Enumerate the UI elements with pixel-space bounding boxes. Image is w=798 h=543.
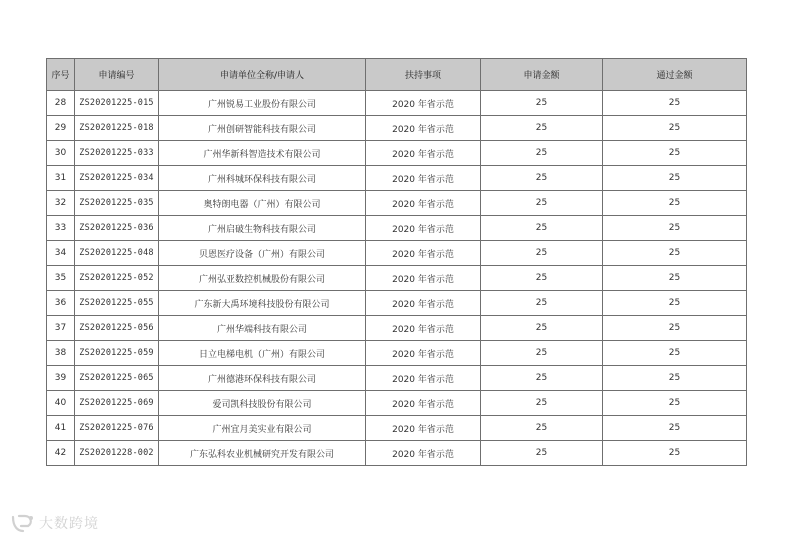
- table-row: [47, 391, 747, 416]
- cell-approved: 25: [603, 216, 747, 241]
- cell-applicant: 广州弘亚数控机械股份有限公司: [159, 266, 366, 291]
- cell-approved: 25: [603, 441, 747, 466]
- cell-amount: 25: [481, 91, 603, 116]
- cell-no: 37: [47, 316, 75, 341]
- table-row: [47, 266, 747, 291]
- cell-no: 33: [47, 216, 75, 241]
- table-row: [47, 341, 747, 366]
- cell-item: 2020 年省示范: [366, 166, 481, 191]
- cell-applicant: 奥特朗电器（广州）有限公司: [159, 191, 366, 216]
- cell-item: 2020 年省示范: [366, 391, 481, 416]
- cell-no: 32: [47, 191, 75, 216]
- cell-no: 30: [47, 141, 75, 166]
- cell-amount: 25: [481, 116, 603, 141]
- brand-logo-icon: [10, 513, 36, 533]
- cell-applicant: 广州科城环保科技有限公司: [159, 166, 366, 191]
- cell-applicant: 广州华新科智造技术有限公司: [159, 141, 366, 166]
- table-row: [47, 416, 747, 441]
- cell-no: 36: [47, 291, 75, 316]
- cell-item: 2020 年省示范: [366, 366, 481, 391]
- cell-app-id: ZS20201225-065: [75, 366, 159, 391]
- table-row: [47, 91, 747, 116]
- cell-app-id: ZS20201225-018: [75, 116, 159, 141]
- header-amount: 申请金额: [481, 59, 603, 91]
- cell-app-id: ZS20201225-069: [75, 391, 159, 416]
- cell-item: 2020 年省示范: [366, 191, 481, 216]
- cell-applicant: 广州创研智能科技有限公司: [159, 116, 366, 141]
- cell-amount: 25: [481, 366, 603, 391]
- cell-no: 41: [47, 416, 75, 441]
- header-applicant: 申请单位全称/申请人: [159, 59, 366, 91]
- cell-item: 2020 年省示范: [366, 116, 481, 141]
- watermark: [10, 512, 99, 534]
- cell-app-id: ZS20201225-076: [75, 416, 159, 441]
- cell-approved: 25: [603, 366, 747, 391]
- header-approved: 通过金额: [603, 59, 747, 91]
- cell-applicant: 广州德港环保科技有限公司: [159, 366, 366, 391]
- cell-approved: 25: [603, 316, 747, 341]
- cell-amount: 25: [481, 391, 603, 416]
- cell-amount: 25: [481, 241, 603, 266]
- header-no: 序号: [47, 59, 75, 91]
- cell-amount: 25: [481, 316, 603, 341]
- table-row: [47, 216, 747, 241]
- table-row: [47, 116, 747, 141]
- cell-item: 2020 年省示范: [366, 216, 481, 241]
- cell-approved: 25: [603, 391, 747, 416]
- table-row: [47, 441, 747, 466]
- cell-amount: 25: [481, 291, 603, 316]
- cell-applicant: 广东新大禹环境科技股份有限公司: [159, 291, 366, 316]
- watermark-text: 大数跨境: [39, 516, 99, 532]
- cell-no: 29: [47, 116, 75, 141]
- table-header: [47, 59, 747, 91]
- table-row: [47, 166, 747, 191]
- cell-approved: 25: [603, 241, 747, 266]
- cell-no: 35: [47, 266, 75, 291]
- cell-item: 2020 年省示范: [366, 341, 481, 366]
- cell-amount: 25: [481, 266, 603, 291]
- cell-app-id: ZS20201225-059: [75, 341, 159, 366]
- cell-no: 40: [47, 391, 75, 416]
- table-row: [47, 141, 747, 166]
- cell-applicant: 贝恩医疗设备（广州）有限公司: [159, 241, 366, 266]
- cell-approved: 25: [603, 416, 747, 441]
- cell-applicant: 爱司凯科技股份有限公司: [159, 391, 366, 416]
- cell-amount: 25: [481, 141, 603, 166]
- cell-app-id: ZS20201228-002: [75, 441, 159, 466]
- cell-no: 38: [47, 341, 75, 366]
- cell-app-id: ZS20201225-052: [75, 266, 159, 291]
- cell-item: 2020 年省示范: [366, 316, 481, 341]
- cell-approved: 25: [603, 341, 747, 366]
- cell-item: 2020 年省示范: [366, 291, 481, 316]
- cell-applicant: 日立电梯电机（广州）有限公司: [159, 341, 366, 366]
- cell-app-id: ZS20201225-035: [75, 191, 159, 216]
- cell-applicant: 广州锐易工业股份有限公司: [159, 91, 366, 116]
- cell-approved: 25: [603, 166, 747, 191]
- cell-item: 2020 年省示范: [366, 266, 481, 291]
- cell-no: 28: [47, 91, 75, 116]
- cell-amount: 25: [481, 191, 603, 216]
- cell-approved: 25: [603, 266, 747, 291]
- cell-app-id: ZS20201225-033: [75, 141, 159, 166]
- table-row: [47, 241, 747, 266]
- table-row: [47, 291, 747, 316]
- cell-amount: 25: [481, 166, 603, 191]
- cell-amount: 25: [481, 416, 603, 441]
- cell-applicant: 广州宜月美实业有限公司: [159, 416, 366, 441]
- cell-amount: 25: [481, 216, 603, 241]
- cell-approved: 25: [603, 141, 747, 166]
- cell-applicant: 广州华端科技有限公司: [159, 316, 366, 341]
- cell-no: 34: [47, 241, 75, 266]
- table-row: [47, 191, 747, 216]
- cell-applicant: 广州启破生物科技有限公司: [159, 216, 366, 241]
- cell-app-id: ZS20201225-034: [75, 166, 159, 191]
- cell-amount: 25: [481, 441, 603, 466]
- cell-applicant: 广东弘科农业机械研究开发有限公司: [159, 441, 366, 466]
- cell-no: 31: [47, 166, 75, 191]
- cell-approved: 25: [603, 116, 747, 141]
- cell-no: 42: [47, 441, 75, 466]
- cell-item: 2020 年省示范: [366, 416, 481, 441]
- cell-approved: 25: [603, 91, 747, 116]
- header-app-id: 申请编号: [75, 59, 159, 91]
- cell-approved: 25: [603, 291, 747, 316]
- cell-no: 39: [47, 366, 75, 391]
- cell-item: 2020 年省示范: [366, 91, 481, 116]
- table-row: [47, 316, 747, 341]
- cell-app-id: ZS20201225-055: [75, 291, 159, 316]
- header-row: [47, 59, 747, 91]
- grant-table: [46, 58, 747, 466]
- cell-app-id: ZS20201225-056: [75, 316, 159, 341]
- cell-item: 2020 年省示范: [366, 241, 481, 266]
- cell-approved: 25: [603, 191, 747, 216]
- cell-item: 2020 年省示范: [366, 441, 481, 466]
- cell-amount: 25: [481, 341, 603, 366]
- cell-app-id: ZS20201225-048: [75, 241, 159, 266]
- cell-app-id: ZS20201225-036: [75, 216, 159, 241]
- header-item: 扶持事项: [366, 59, 481, 91]
- cell-app-id: ZS20201225-015: [75, 91, 159, 116]
- table-body: [47, 91, 747, 466]
- table-row: [47, 366, 747, 391]
- cell-item: 2020 年省示范: [366, 141, 481, 166]
